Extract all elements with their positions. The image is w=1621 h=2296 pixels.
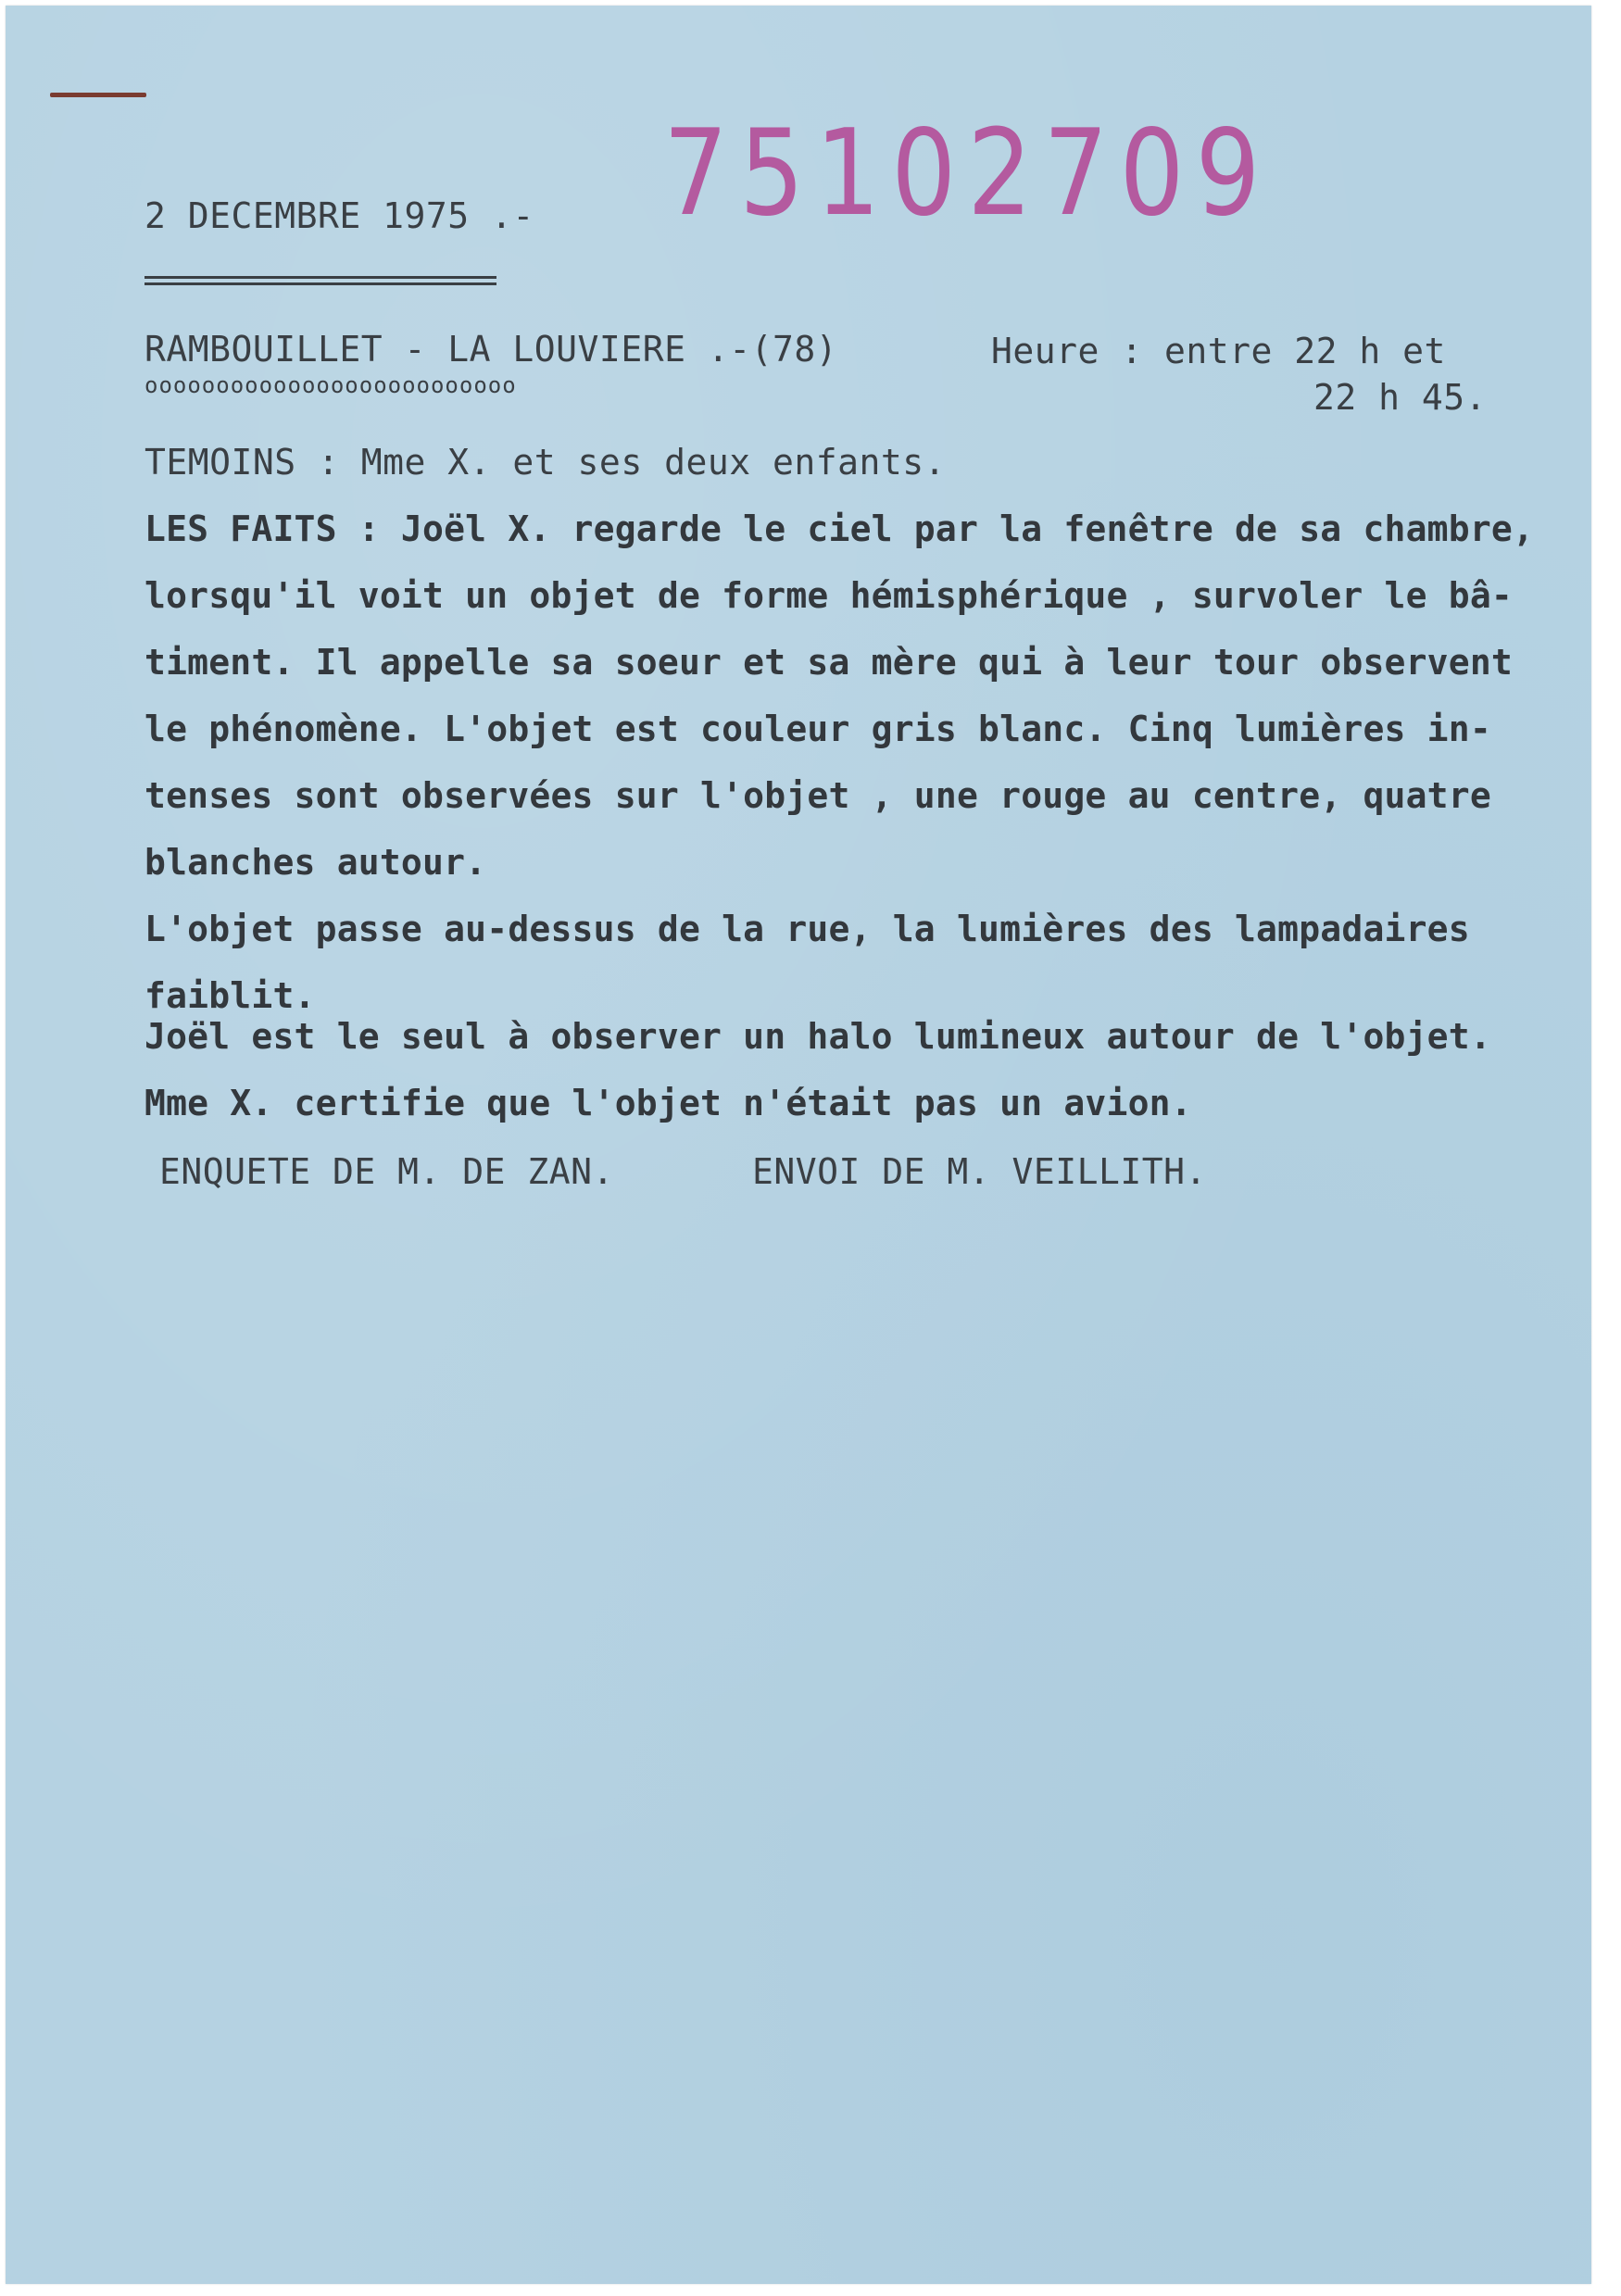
facts-line: LES FAITS : Joël X. regarde le ciel par la fenêtre de sa chambre,	[145, 508, 1535, 549]
facts-line: L'objet passe au-dessus de la rue, la lumières des lampadaires	[145, 909, 1470, 949]
facts-line: lorsqu'il voit un objet de forme hémisphérique , survoler le bâ-	[145, 575, 1513, 616]
witnesses: TEMOINS : Mme X. et ses deux enfants.	[145, 442, 946, 483]
date-underline	[145, 276, 496, 285]
facts-line: timent. Il appelle sa soeur et sa mère qui à leur tour observent	[145, 642, 1513, 683]
location-underline: oooooooooooooooooooooooooo	[145, 372, 517, 398]
facts-line: blanches autour.	[145, 842, 487, 883]
investigation-credit: ENQUETE DE M. DE ZAN.	[159, 1151, 614, 1192]
document-page	[6, 6, 1591, 2284]
facts-line: tenses sont observées sur l'objet , une rouge au centre, quatre	[145, 775, 1491, 816]
facts-line: le phénomène. L'objet est couleur gris blanc. Cinq lumières in-	[145, 709, 1491, 749]
report-location: RAMBOUILLET - LA LOUVIERE .-(78)	[145, 329, 838, 370]
time-range-line-1: Heure : entre 22 h et	[991, 331, 1446, 371]
time-range-line-2: 22 h 45.	[1313, 377, 1488, 418]
reference-stamp: 75102709	[663, 105, 1272, 243]
facts-line: Mme X. certifie que l'objet n'était pas un avion.	[145, 1083, 1192, 1123]
facts-line: faiblit.	[145, 975, 316, 1016]
facts-line: Joël est le seul à observer un halo lumineux autour de l'objet.	[145, 1016, 1491, 1057]
report-date: 2 DECEMBRE 1975 .-	[145, 195, 534, 236]
sender-credit: ENVOI DE M. VEILLITH.	[752, 1151, 1207, 1192]
margin-mark	[50, 93, 146, 97]
